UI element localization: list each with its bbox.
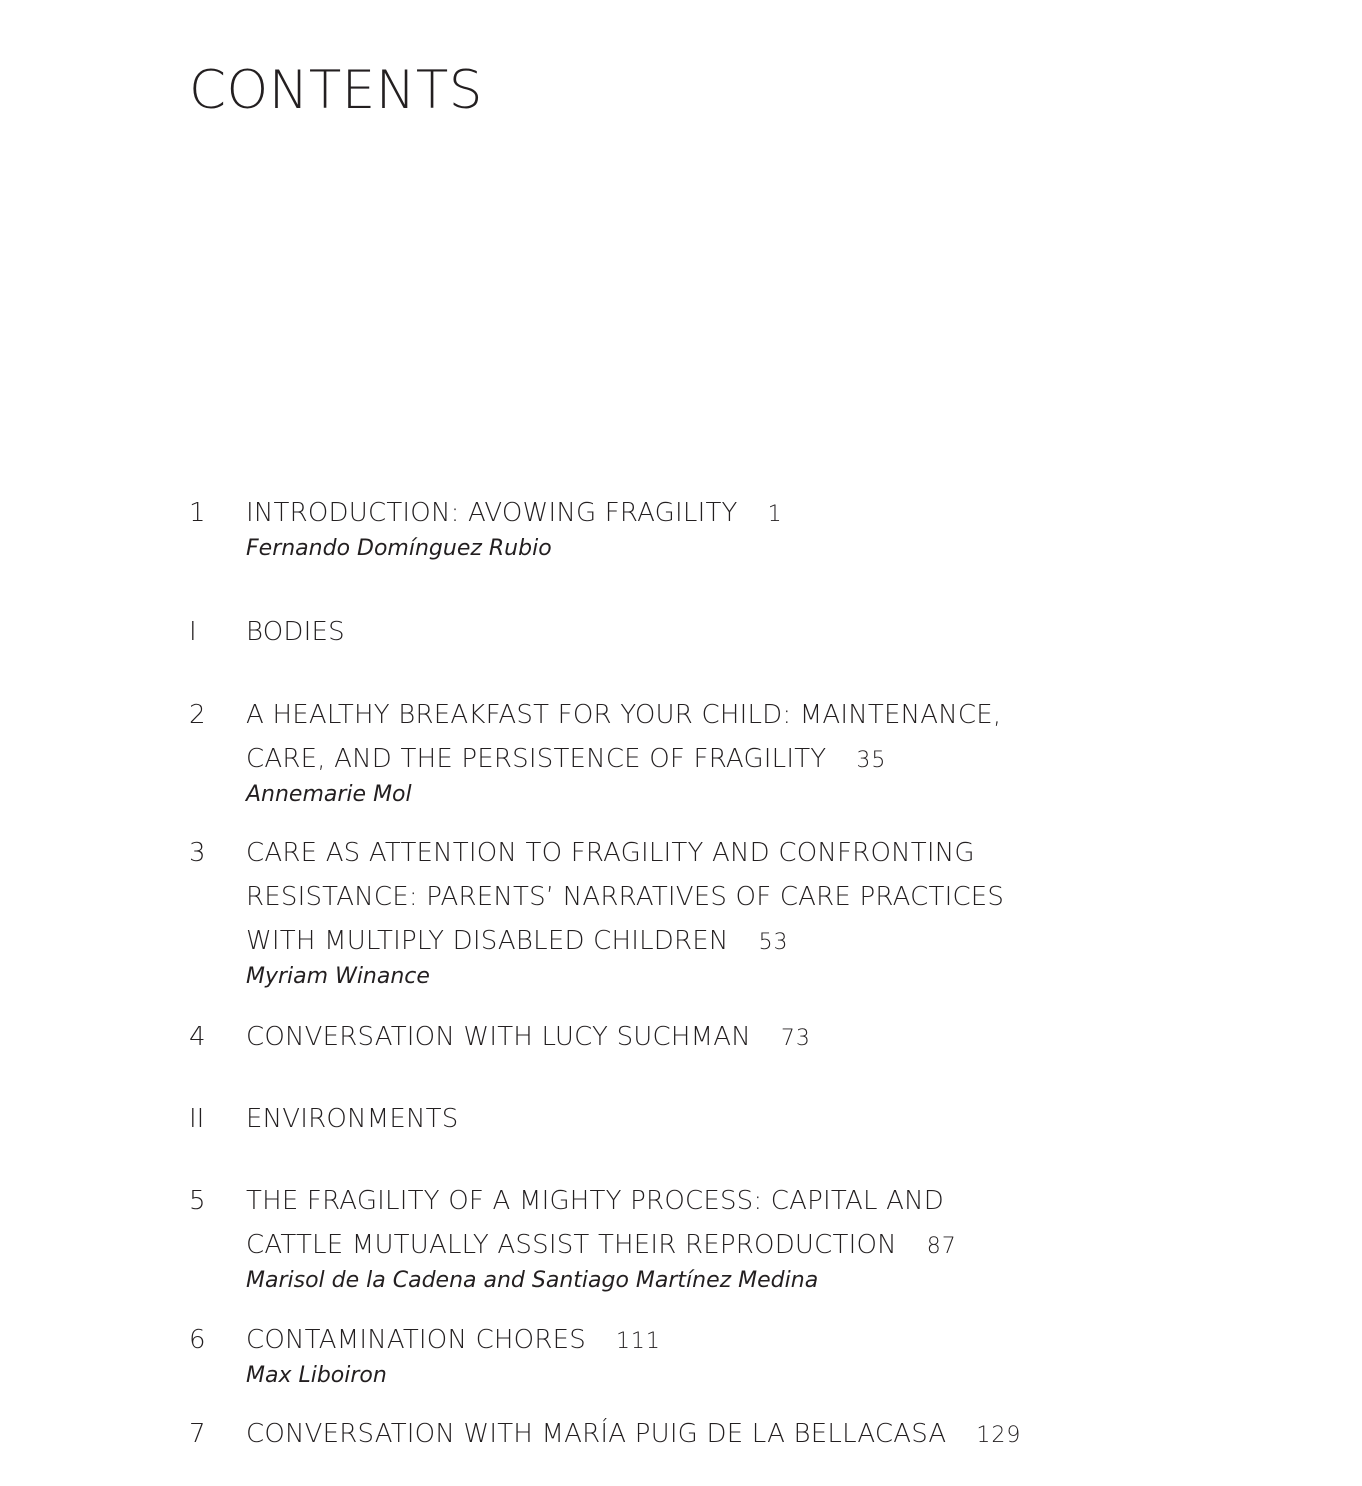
toc-chapter-entry[interactable]	[189, 1318, 1089, 1390]
toc-chapter-entry[interactable]	[189, 1179, 1089, 1295]
chapter-title-text: CARE, AND THE PERSISTENCE OF FRAGILITY	[246, 744, 827, 774]
chapter-title-line	[246, 737, 1089, 783]
chapter-number: 6	[189, 1325, 206, 1355]
chapter-title-text: CATTLE MUTUALLY ASSIST THEIR REPRODUCTION	[246, 1230, 897, 1260]
chapter-number: 2	[189, 700, 206, 730]
toc-part-heading[interactable]	[189, 610, 1089, 654]
chapter-title-line	[246, 1179, 1089, 1223]
chapter-title-text: CONVERSATION WITH MARÍA PUIG DE LA BELLACASA	[246, 1419, 947, 1449]
chapter-title-line	[246, 1015, 1089, 1061]
chapter-title-text: CONVERSATION WITH LUCY SUCHMAN	[246, 1022, 751, 1052]
chapter-number: 1	[189, 498, 206, 528]
chapter-title-line	[246, 831, 1089, 875]
toc-chapter-entry[interactable]	[189, 831, 1089, 991]
page-number: 111	[615, 1329, 661, 1354]
chapter-title-line	[246, 610, 1089, 654]
toc-chapter-entry[interactable]	[189, 1015, 1089, 1061]
chapter-title-line	[246, 919, 1089, 965]
chapter-author: Marisol de la Cadena and Santiago Martínez Medina	[246, 1268, 819, 1293]
chapter-title-line	[246, 1097, 1089, 1141]
chapter-title-text: ENVIRONMENTS	[246, 1104, 459, 1134]
chapter-number: 3	[189, 838, 206, 868]
chapter-title	[246, 693, 1089, 783]
chapter-number: 7	[189, 1419, 206, 1449]
chapter-number: 4	[189, 1022, 206, 1052]
toc-part-heading[interactable]	[189, 1097, 1089, 1141]
page-number: 35	[856, 748, 887, 773]
part-number: II	[189, 1104, 205, 1134]
chapter-title-text: BODIES	[246, 617, 345, 647]
part-title	[246, 1097, 1089, 1141]
chapter-title-line	[246, 693, 1089, 737]
chapter-title-line	[246, 1223, 1089, 1269]
part-title	[246, 610, 1089, 654]
chapter-title	[246, 1318, 1089, 1364]
chapter-title-text: THE FRAGILITY OF A MIGHTY PROCESS: CAPITAL AND	[246, 1186, 944, 1216]
chapter-author: Max Liboiron	[246, 1363, 387, 1388]
chapter-title-text: A HEALTHY BREAKFAST FOR YOUR CHILD: MAINTENANCE,	[246, 700, 1002, 730]
part-number: I	[189, 617, 197, 647]
chapter-title	[246, 1179, 1089, 1269]
chapter-title-text: INTRODUCTION: AVOWING FRAGILITY	[246, 498, 738, 528]
toc-chapter-entry[interactable]	[189, 491, 1089, 563]
page-title: CONTENTS	[189, 60, 483, 121]
chapter-title-line	[246, 491, 1089, 537]
chapter-title-text: RESISTANCE: PARENTS’ NARRATIVES OF CARE PRACTICES	[246, 882, 1005, 912]
page-number: 53	[758, 930, 789, 955]
chapter-title-line	[246, 875, 1089, 919]
chapter-title-text: CONTAMINATION CHORES	[246, 1325, 586, 1355]
chapter-author: Myriam Winance	[246, 964, 430, 989]
page-number: 1	[767, 502, 783, 527]
chapter-title-line	[246, 1318, 1089, 1364]
chapter-title-text: CARE AS ATTENTION TO FRAGILITY AND CONFRONTING	[246, 838, 975, 868]
chapter-author: Fernando Domínguez Rubio	[246, 536, 552, 561]
chapter-title	[246, 491, 1089, 537]
page-number: 73	[780, 1026, 811, 1051]
chapter-title	[246, 1412, 1089, 1458]
toc-chapter-entry[interactable]	[189, 1412, 1089, 1458]
chapter-title	[246, 831, 1089, 965]
chapter-author: Annemarie Mol	[246, 782, 412, 807]
chapter-title-text: WITH MULTIPLY DISABLED CHILDREN	[246, 926, 729, 956]
chapter-number: 5	[189, 1186, 206, 1216]
page-number: 129	[976, 1423, 1022, 1448]
chapter-title-line	[246, 1412, 1089, 1458]
chapter-title	[246, 1015, 1089, 1061]
page-number: 87	[926, 1234, 957, 1259]
toc-chapter-entry[interactable]	[189, 693, 1089, 809]
